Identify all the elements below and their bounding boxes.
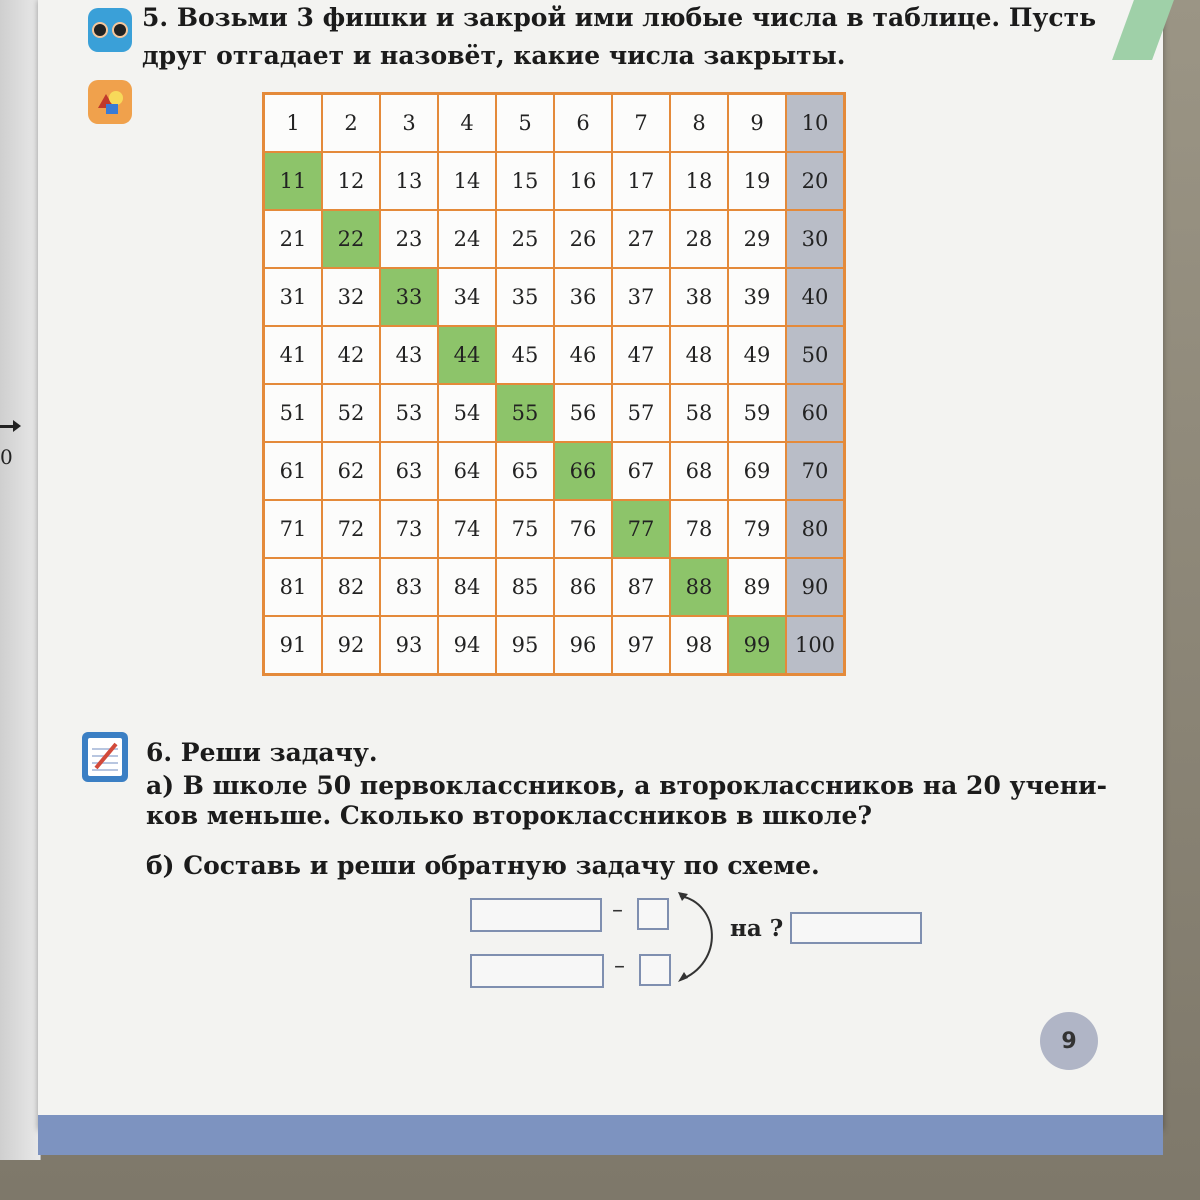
table-cell: 88 bbox=[670, 558, 728, 616]
pencil-icon bbox=[88, 738, 122, 776]
scheme-arc-arrow-icon bbox=[670, 888, 730, 988]
hundred-table bbox=[262, 92, 846, 676]
table-cell: 44 bbox=[438, 326, 496, 384]
table-cell: 81 bbox=[264, 558, 322, 616]
table-cell: 3 bbox=[380, 94, 438, 152]
arrow-icon bbox=[0, 425, 18, 428]
table-cell: 19 bbox=[728, 152, 786, 210]
shapes-icon bbox=[88, 80, 132, 124]
table-cell: 86 bbox=[554, 558, 612, 616]
table-cell: 57 bbox=[612, 384, 670, 442]
table-cell: 69 bbox=[728, 442, 786, 500]
table-cell: 65 bbox=[496, 442, 554, 500]
exercise5-text-line2: друг отгадает и назовёт, какие числа закрыты. bbox=[142, 41, 846, 70]
table-cell: 39 bbox=[728, 268, 786, 326]
table-cell: 15 bbox=[496, 152, 554, 210]
table-cell: 32 bbox=[322, 268, 380, 326]
table-cell: 5 bbox=[496, 94, 554, 152]
table-cell: 46 bbox=[554, 326, 612, 384]
table-cell: 59 bbox=[728, 384, 786, 442]
table-cell: 60 bbox=[786, 384, 844, 442]
child-head-icon bbox=[112, 22, 128, 38]
table-cell: 87 bbox=[612, 558, 670, 616]
table-cell: 58 bbox=[670, 384, 728, 442]
table-cell: 76 bbox=[554, 500, 612, 558]
table-cell: 42 bbox=[322, 326, 380, 384]
table-cell: 41 bbox=[264, 326, 322, 384]
table-cell: 68 bbox=[670, 442, 728, 500]
table-cell: 100 bbox=[786, 616, 844, 674]
table-cell: 75 bbox=[496, 500, 554, 558]
exercise6-a-line1: а) В школе 50 первоклассников, а второклассников на 20 учени- bbox=[146, 771, 1107, 800]
pair-work-icon bbox=[88, 8, 132, 52]
table-cell: 71 bbox=[264, 500, 322, 558]
table-cell: 92 bbox=[322, 616, 380, 674]
scheme-minus-bottom: – bbox=[614, 954, 625, 979]
table-cell: 33 bbox=[380, 268, 438, 326]
notebook-pencil-icon bbox=[82, 732, 128, 782]
table-cell: 34 bbox=[438, 268, 496, 326]
table-cell: 53 bbox=[380, 384, 438, 442]
table-cell: 13 bbox=[380, 152, 438, 210]
table-cell: 40 bbox=[786, 268, 844, 326]
table-cell: 1 bbox=[264, 94, 322, 152]
table-cell: 20 bbox=[786, 152, 844, 210]
table-cell: 28 bbox=[670, 210, 728, 268]
table-cell: 24 bbox=[438, 210, 496, 268]
table-cell: 94 bbox=[438, 616, 496, 674]
table-cell: 54 bbox=[438, 384, 496, 442]
table-cell: 16 bbox=[554, 152, 612, 210]
exercise6-b-line: б) Составь и реши обратную задачу по схеме. bbox=[146, 851, 820, 880]
table-cell: 36 bbox=[554, 268, 612, 326]
table-cell: 27 bbox=[612, 210, 670, 268]
table-cell: 6 bbox=[554, 94, 612, 152]
page-bottom-band bbox=[38, 1115, 1163, 1155]
shapes-glyph bbox=[94, 86, 126, 118]
table-cell: 82 bbox=[322, 558, 380, 616]
table-cell: 29 bbox=[728, 210, 786, 268]
page-number: 9 bbox=[1040, 1012, 1098, 1070]
table-cell: 31 bbox=[264, 268, 322, 326]
table-cell: 50 bbox=[786, 326, 844, 384]
table-cell: 10 bbox=[786, 94, 844, 152]
exercise6-a-line2: ков меньше. Сколько второклассников в школе? bbox=[146, 801, 873, 830]
table-cell: 93 bbox=[380, 616, 438, 674]
table-cell: 78 bbox=[670, 500, 728, 558]
table-cell: 8 bbox=[670, 94, 728, 152]
table-cell: 80 bbox=[786, 500, 844, 558]
table-cell: 98 bbox=[670, 616, 728, 674]
table-cell: 37 bbox=[612, 268, 670, 326]
table-cell: 35 bbox=[496, 268, 554, 326]
table-cell: 90 bbox=[786, 558, 844, 616]
table-cell: 12 bbox=[322, 152, 380, 210]
scheme-small-box-top bbox=[637, 898, 669, 930]
table-cell: 30 bbox=[786, 210, 844, 268]
table-cell: 64 bbox=[438, 442, 496, 500]
exercise5-number: 5. bbox=[142, 3, 169, 32]
table-cell: 84 bbox=[438, 558, 496, 616]
table-cell: 7 bbox=[612, 94, 670, 152]
table-cell: 47 bbox=[612, 326, 670, 384]
table-cell: 22 bbox=[322, 210, 380, 268]
table-cell: 52 bbox=[322, 384, 380, 442]
table-cell: 43 bbox=[380, 326, 438, 384]
table-cell: 4 bbox=[438, 94, 496, 152]
table-cell: 55 bbox=[496, 384, 554, 442]
child-head-icon bbox=[92, 22, 108, 38]
table-cell: 95 bbox=[496, 616, 554, 674]
table-cell: 11 bbox=[264, 152, 322, 210]
exercise5-line1 bbox=[142, 2, 1096, 34]
table-cell: 56 bbox=[554, 384, 612, 442]
table-cell: 23 bbox=[380, 210, 438, 268]
table-cell: 63 bbox=[380, 442, 438, 500]
left-page-edge bbox=[0, 0, 41, 1160]
exercise5-text-line1: Возьми 3 фишки и закрой ими любые числа в таблице. Пусть bbox=[176, 3, 1097, 32]
exercise6-title: 6. Реши задачу. bbox=[146, 738, 378, 767]
table-cell: 96 bbox=[554, 616, 612, 674]
scheme-box-bottom bbox=[470, 954, 604, 988]
table-cell: 85 bbox=[496, 558, 554, 616]
table-cell: 18 bbox=[670, 152, 728, 210]
notebook-sheet bbox=[88, 738, 122, 776]
table-cell: 2 bbox=[322, 94, 380, 152]
scheme-box-top bbox=[470, 898, 602, 932]
table-cell: 83 bbox=[380, 558, 438, 616]
table-cell: 73 bbox=[380, 500, 438, 558]
table-cell: 14 bbox=[438, 152, 496, 210]
table-cell: 66 bbox=[554, 442, 612, 500]
table-cell: 70 bbox=[786, 442, 844, 500]
table-cell: 45 bbox=[496, 326, 554, 384]
table-cell: 77 bbox=[612, 500, 670, 558]
scheme-na-label: на ? bbox=[730, 915, 784, 942]
table-cell: 17 bbox=[612, 152, 670, 210]
scheme-minus-top: – bbox=[612, 898, 623, 923]
table-cell: 61 bbox=[264, 442, 322, 500]
table-cell: 9 bbox=[728, 94, 786, 152]
table-cell: 89 bbox=[728, 558, 786, 616]
table-cell: 67 bbox=[612, 442, 670, 500]
table-cell: 51 bbox=[264, 384, 322, 442]
table-cell: 99 bbox=[728, 616, 786, 674]
left-page-fragment: 0 bbox=[0, 445, 13, 469]
table-cell: 62 bbox=[322, 442, 380, 500]
table-cell: 21 bbox=[264, 210, 322, 268]
scheme-answer-box bbox=[790, 912, 922, 944]
table-cell: 97 bbox=[612, 616, 670, 674]
table-cell: 48 bbox=[670, 326, 728, 384]
table-cell: 79 bbox=[728, 500, 786, 558]
table-cell: 49 bbox=[728, 326, 786, 384]
table-cell: 25 bbox=[496, 210, 554, 268]
table-cell: 74 bbox=[438, 500, 496, 558]
table-cell: 38 bbox=[670, 268, 728, 326]
scheme-small-box-bottom bbox=[639, 954, 671, 986]
table-cell: 26 bbox=[554, 210, 612, 268]
table-cell: 91 bbox=[264, 616, 322, 674]
table-cell: 72 bbox=[322, 500, 380, 558]
